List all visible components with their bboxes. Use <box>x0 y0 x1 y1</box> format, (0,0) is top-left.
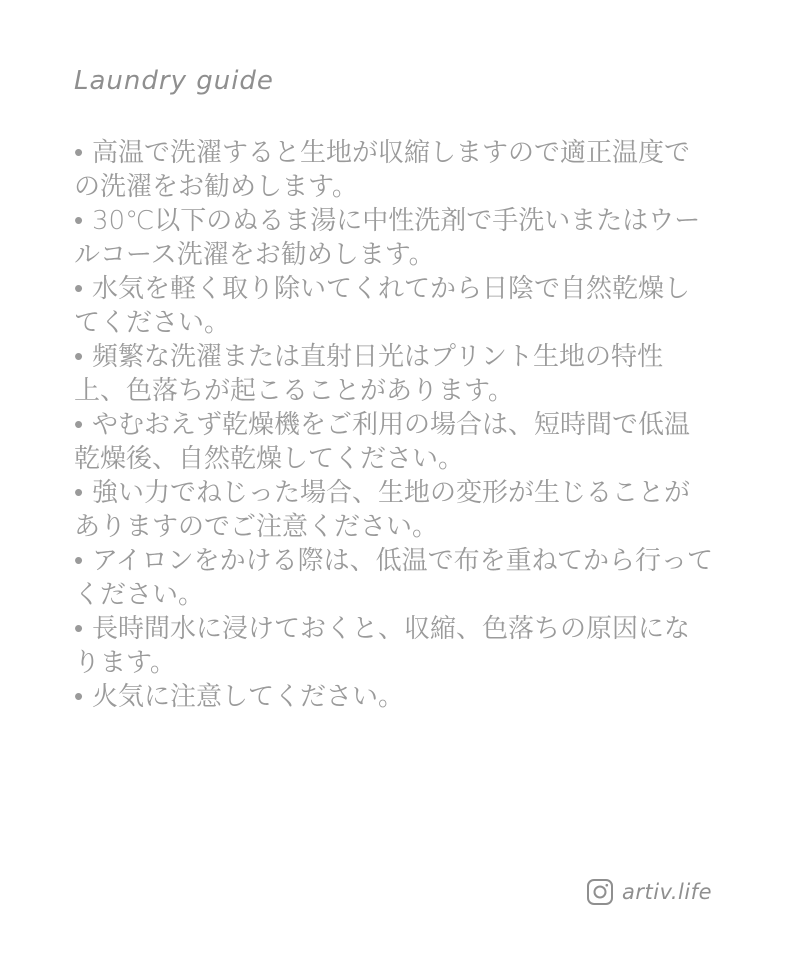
bullet: • <box>74 138 84 168</box>
list-item <box>74 204 714 272</box>
list-item-text: 高温で洗濯すると生地が収縮しますので適正温度での洗濯をお勧めします。 <box>74 138 691 202</box>
list-item-text: 30℃以下のぬるま湯に中性洗剤で手洗いまたはウールコース洗濯をお勧めします。 <box>74 206 701 270</box>
list-item-text: 火気に注意してください。 <box>92 682 405 712</box>
list-item-text: 強い力でねじった場合、生地の変形が生じることがありますのでご注意ください。 <box>74 478 691 542</box>
list-item <box>74 272 714 340</box>
page-title: Laundry guide <box>74 66 274 96</box>
instagram-handle[interactable] <box>586 878 712 906</box>
list-item-text: やむおえず乾燥機をご利用の場合は、短時間で低温乾燥後、自然乾燥してください。 <box>74 410 691 474</box>
bullet: • <box>74 206 84 236</box>
bullet: • <box>74 478 84 508</box>
list-item-text: アイロンをかける際は、低温で布を重ねてから行ってください。 <box>74 546 714 610</box>
list-item <box>74 340 714 408</box>
bullet: • <box>74 682 84 712</box>
list-item <box>74 476 714 544</box>
list-item-text: 長時間水に浸けておくと、収縮、色落ちの原因になります。 <box>74 614 691 678</box>
bullet: • <box>74 274 84 304</box>
list-item <box>74 612 714 680</box>
list-item-text: 頻繁な洗濯または直射日光はプリント生地の特性上、色落ちが起こることがあります。 <box>74 342 663 406</box>
bullet: • <box>74 342 84 372</box>
bullet: • <box>74 546 84 576</box>
bullet: • <box>74 614 84 644</box>
list-item <box>74 680 714 714</box>
bullet: • <box>74 410 84 440</box>
list-item <box>74 136 714 204</box>
instagram-icon <box>586 878 614 906</box>
care-instructions-list <box>74 136 714 714</box>
list-item-text: 水気を軽く取り除いてくれてから日陰で自然乾燥してください。 <box>74 274 691 338</box>
list-item <box>74 408 714 476</box>
instagram-handle-text: artiv.life <box>622 880 712 904</box>
list-item <box>74 544 714 612</box>
